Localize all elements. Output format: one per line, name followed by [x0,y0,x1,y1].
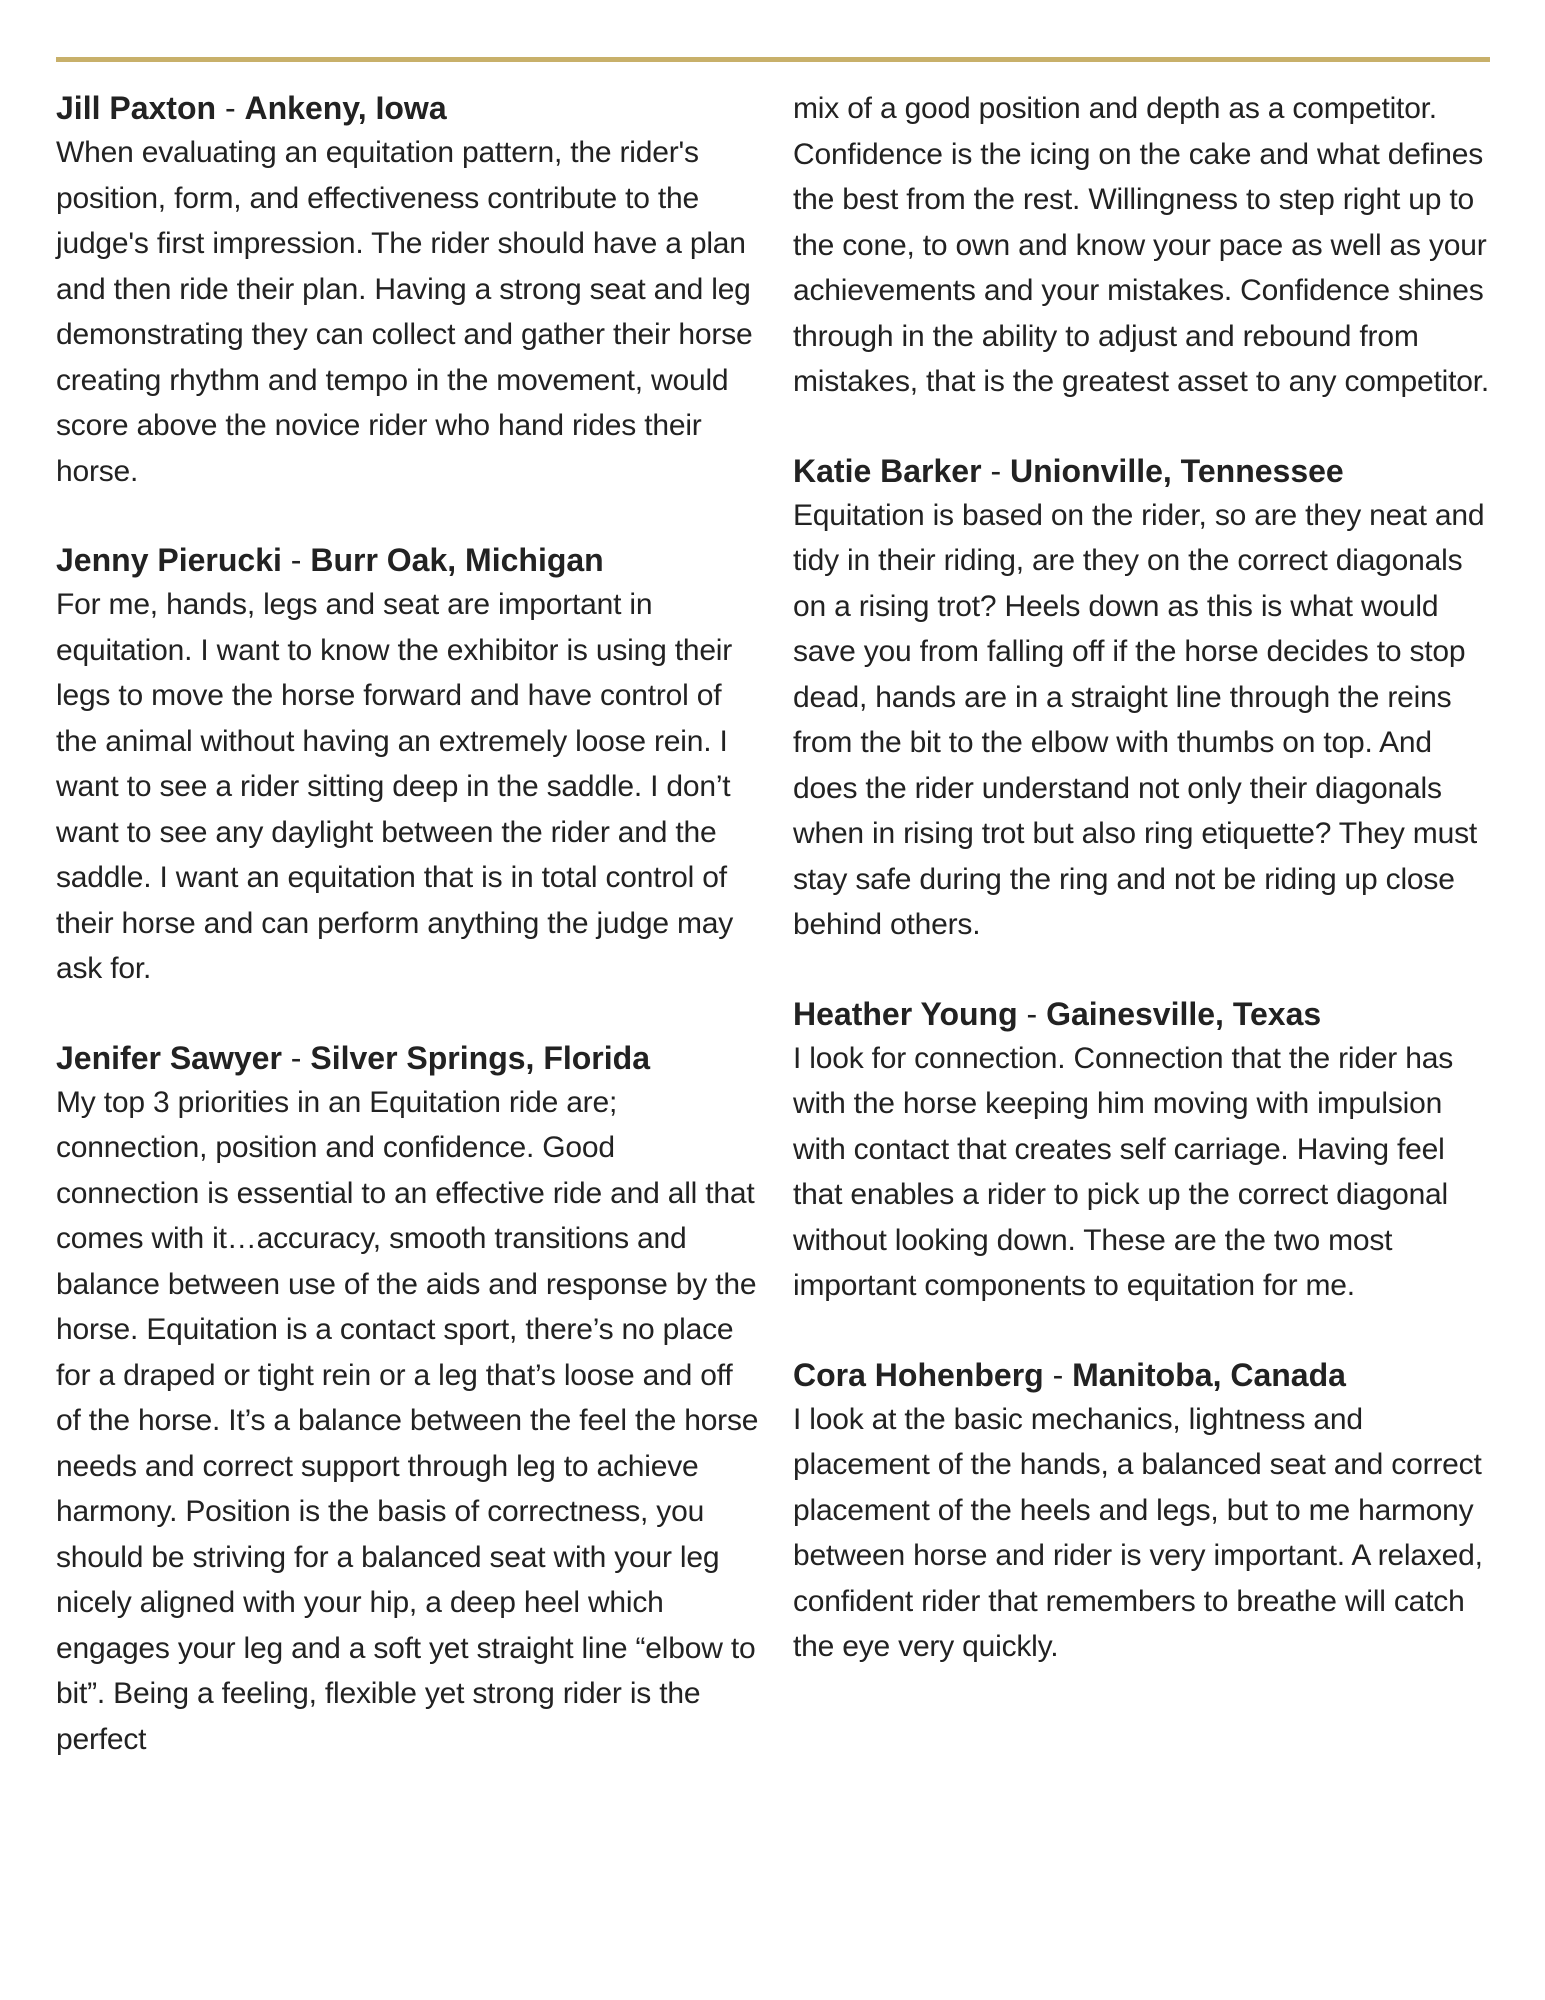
judge-comment: When evaluating an equitation pattern, the rider's position, form, and effectiveness contribute to the judge's first impression. The rider should have a plan and then ride their plan. Having a strong seat and leg demonstrating they can collect and gather their horse creating rhythm and tempo in the movement, would score above the novice rider who hand rides their horse. [56,136,753,488]
continued-comment: mix of a good position and depth as a competitor. Confidence is the icing on the cake and what defines the best from the rest. Willingness to step right up to the cone, to own and know your pace as well as your achievements and your mistakes. Confidence shines through in the ability to adjust and rebound from mistakes, that is the greatest asset to any competitor. [793,92,1490,398]
judge-heading: Jenny Pierucki - Burr Oak, Michigan [56,542,604,578]
judge-entry [56,1036,761,1763]
judge-name: Cora Hohenberg [793,1356,1044,1393]
judge-comment: I look at the basic mechanics, lightness and placement of the hands, a balanced seat and correct placement of the heels and legs, but to me harmony between horse and rider is very important. A relaxed, confident rider that remembers to breathe will catch the eye very quickly. [793,1402,1483,1663]
judge-entry [56,86,761,494]
judge-name: Katie Barker [793,452,982,489]
judge-heading: Jill Paxton - Ankeny, Iowa [56,90,447,126]
judge-comment: I look for connection. Connection that the rider has with the horse keeping him moving with impulsion with contact that creates self carriage. Having feel that enables a rider to pick up the correct diagonal without looking down. These are the two most important components to equitation for me. [793,1041,1454,1302]
judge-comment: Equitation is based on the rider, so are they neat and tidy in their riding, are they on the correct diagonals on a rising trot? Heels down as this is what would save you from falling off if the horse decides to stop dead, hands are in a straight line through the reins from the bit to the elbow with thumbs on top. And does the rider understand not only their diagonals when in rising trot but also ring etiquette? They must stay safe during the ring and not be riding up close behind others. [793,498,1485,941]
continued-comment-block [793,86,1498,405]
judge-location: Manitoba, Canada [1072,1356,1346,1393]
judge-entry [793,1353,1498,1670]
judge-location: Unionville, Tennessee [1009,452,1344,489]
judge-comment: My top 3 priorities in an Equitation ride are; connection, position and confidence. Good connection is essential to an effective ride and all that comes with it…accuracy, smooth transitions and balance between use of the aids and response by the horse. Equitation is a contact sport, there’s no place for a draped or tight rein or a leg that’s loose and off of the horse. It’s a balance between the feel the horse needs and correct support through leg to achieve harmony. Position is the basis of correctness, you should be striving for a balanced seat with your leg nicely aligned with your hip, a deep heel which engages your leg and a soft yet straight line “elbow to bit”. Being a feeling, flexible yet strong rider is the perfect [56,1085,759,1756]
judge-entry [793,992,1498,1309]
judge-comment: For me, hands, legs and seat are important in equitation. I want to know the exhibitor is using their legs to move the horse forward and have control of the animal without having an extremely loose rein. I want to see a rider sitting deep in the saddle. I don’t want to see any daylight between the rider and the saddle. I want an equitation that is in total control of their horse and can perform anything the judge may ask for. [56,588,734,985]
judge-heading: Katie Barker - Unionville, Tennessee [793,452,1344,489]
judge-location: Gainesville, Texas [1046,995,1322,1032]
top-divider-rule [56,57,1490,62]
judge-location: Ankeny, Iowa [244,90,447,126]
judge-heading: Cora Hohenberg - Manitoba, Canada [793,1356,1346,1393]
judge-name: Jenny Pierucki [56,542,282,578]
left-column [56,86,761,1806]
judge-name: Jenifer Sawyer [56,1039,282,1076]
judge-name: Heather Young [793,995,1018,1032]
right-column [793,86,1498,1714]
judge-heading: Jenifer Sawyer - Silver Springs, Florida [56,1039,650,1076]
judge-heading: Heather Young - Gainesville, Texas [793,995,1322,1032]
judge-entry [56,538,761,992]
judge-location: Burr Oak, Michigan [310,542,604,578]
judge-entry [793,449,1498,948]
judge-location: Silver Springs, Florida [310,1039,650,1076]
judge-name: Jill Paxton [56,90,217,126]
